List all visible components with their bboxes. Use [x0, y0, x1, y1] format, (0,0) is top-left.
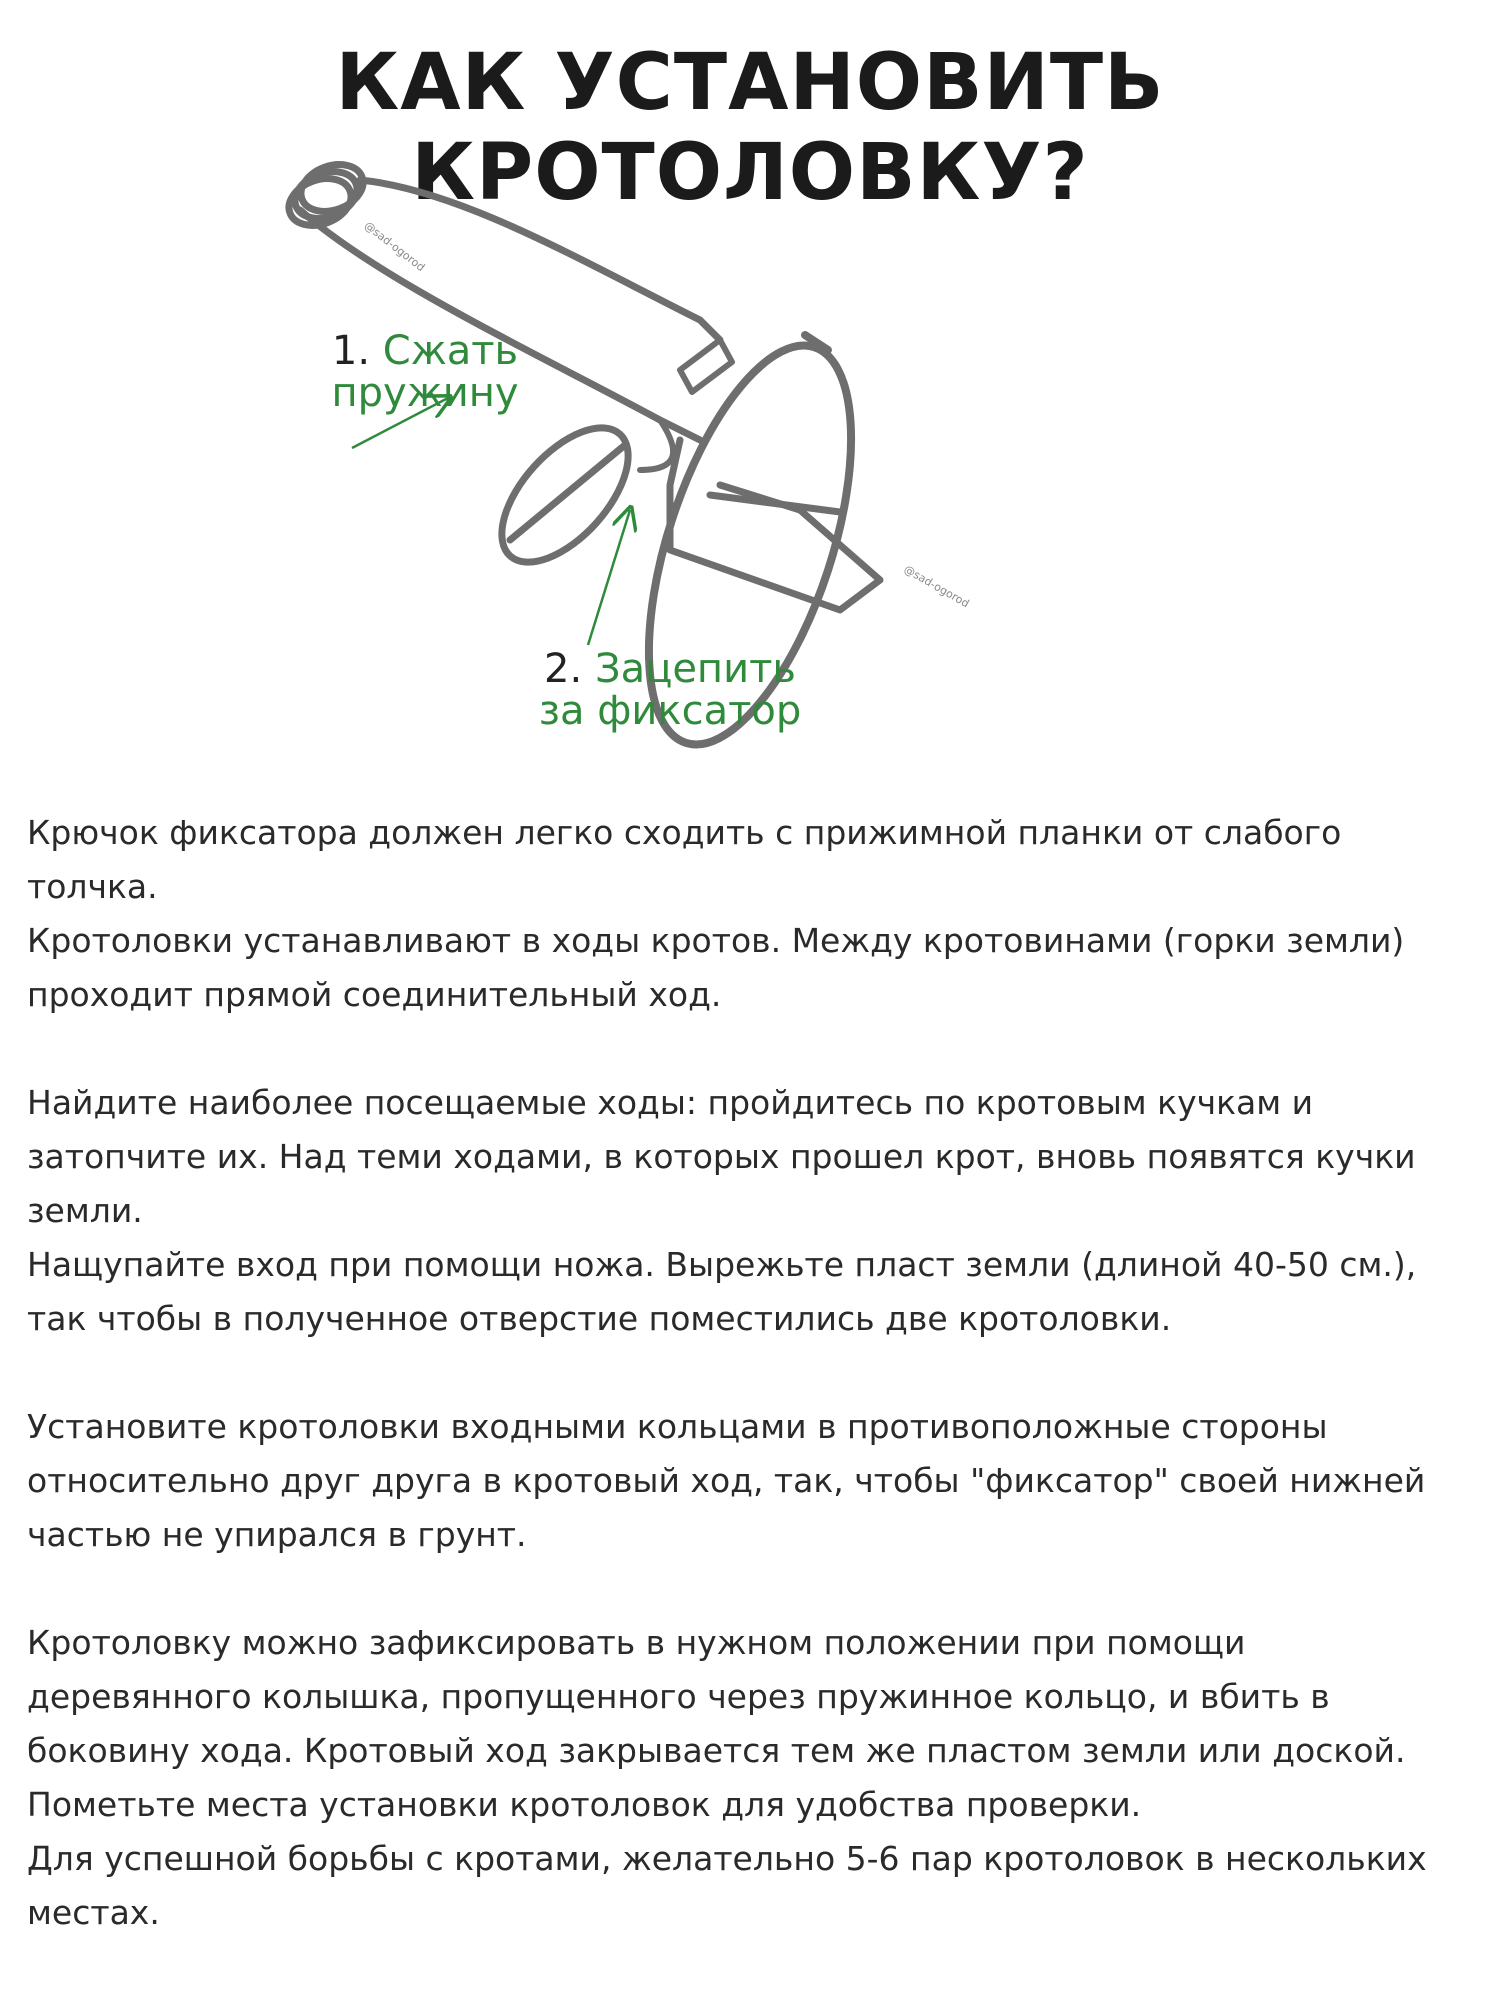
latch-clip: [680, 340, 732, 392]
paragraph: Кротоловку можно зафиксировать в нужном положении при помощи деревянного колышка, пропущенного через пружинное кольцо, и вбить в боковину хода. Кротовый ход закрывается тем же пластом земли или доской.: [27, 1623, 1406, 1770]
mole-trap-diagram: [280, 140, 1160, 780]
paragraph: Для успешной борьбы с кротами, желательно 5-6 пар кротоловок в нескольких местах.: [27, 1839, 1427, 1932]
step2-number: 2.: [544, 646, 583, 692]
paragraph: Пометьте места установки кротоловок для удобства проверки.: [27, 1785, 1142, 1824]
paragraph-gap: [27, 1562, 1477, 1616]
step1-line2: пружину: [331, 370, 519, 416]
paragraph: Крючок фиксатора должен легко сходить с прижимной планки от слабого толчка.: [27, 813, 1342, 906]
spring-coil: [282, 156, 369, 233]
paragraph: Найдите наиболее посещаемые ходы: пройдитесь по кротовым кучкам и затопчите их. Над теми ходами, в которых прошел крот, вновь появятся кучки земли.: [27, 1083, 1416, 1230]
watermark: @sad-ogorod: [901, 562, 972, 611]
paragraph: Установите кротоловки входными кольцами в противоположные стороны относительно друг друга в кротовый ход, так, чтобы "фиксатор" своей нижней частью не упирался в грунт.: [27, 1407, 1426, 1554]
paragraph: Кротоловки устанавливают в ходы кротов. Между кротовинами (горки земли) проходит прямой соединительный ход.: [27, 921, 1405, 1014]
step2-line1: Зацепить: [594, 646, 796, 692]
paragraph: Нащупайте вход при помощи ножа. Вырежьте пласт земли (длиной 40-50 см.), так чтобы в полученное отверстие поместились две кротоловки.: [27, 1245, 1417, 1338]
step2-line2: за фиксатор: [538, 688, 802, 734]
instructions-text: [27, 806, 1477, 1940]
paragraph-gap: [27, 1022, 1477, 1076]
step2-label: [535, 648, 805, 732]
step1-line1: Сжать: [382, 328, 519, 374]
step1-label: [320, 330, 530, 414]
step1-number: 1.: [331, 328, 371, 374]
paragraph-gap: [27, 1346, 1477, 1400]
page-title: КАК УСТАНОВИТЬ КРОТОЛОВКУ?: [335, 38, 1165, 218]
watermark: @sad-ogorod: [361, 218, 428, 275]
